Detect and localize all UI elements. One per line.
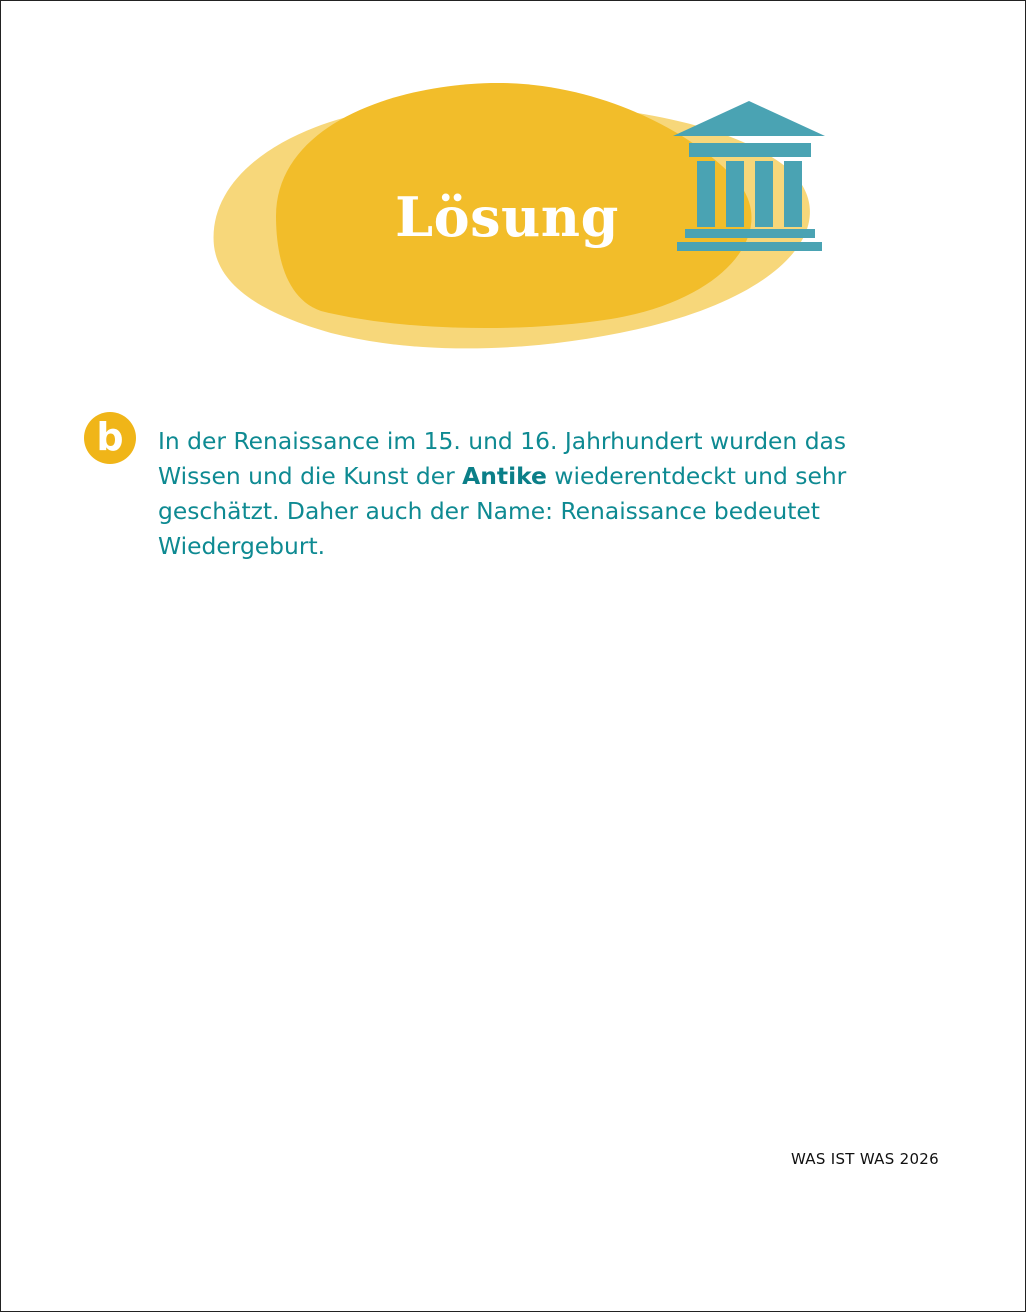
- page-title: Lösung: [395, 185, 619, 249]
- column-4: [784, 161, 802, 227]
- footer-publisher: WAS IST WAS 2026: [791, 1150, 939, 1168]
- question-letter-badge: b: [84, 412, 136, 464]
- answer-text: [158, 424, 928, 564]
- answer-text-end: wiederentdeckt und sehr geschätzt. Daher auch der Name: Renaissance bedeutet Wiedergeburt.: [158, 462, 847, 560]
- answer-highlight-term: Antike: [462, 462, 547, 490]
- column-2: [726, 161, 744, 227]
- base-step-upper: [685, 229, 815, 238]
- roof-pediment: [673, 101, 825, 136]
- answer-text-start: In der Renaissance im 15. und 16. Jahrhundert wurden das Wissen und die Kunst der: [158, 427, 847, 490]
- column-3: [755, 161, 773, 227]
- entablature: [689, 143, 811, 157]
- column-1: [697, 161, 715, 227]
- base-step-lower: [677, 242, 822, 251]
